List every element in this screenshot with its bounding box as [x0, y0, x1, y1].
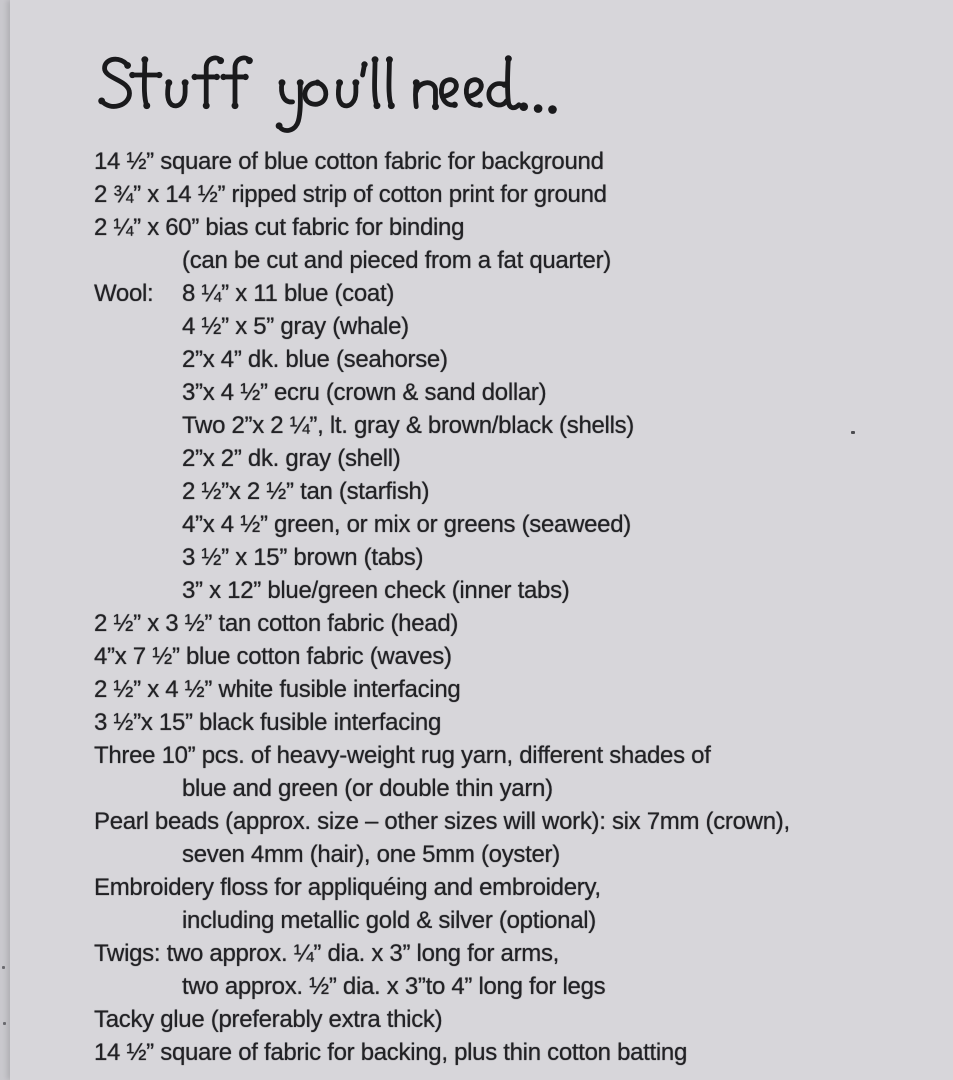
list-item	[94, 178, 947, 211]
list-item	[94, 508, 947, 541]
list-item-text: 2 ½” x 3 ½” tan cotton fabric (head)	[94, 610, 459, 637]
list-item	[94, 805, 947, 838]
list-item-text: 14 ½” square of fabric for backing, plus thin cotton batting	[94, 1039, 688, 1066]
title-block	[94, 50, 594, 154]
list-item	[94, 409, 947, 442]
list-item-text: 4 ½” x 5” gray (whale)	[182, 313, 409, 340]
list-item-text: 2 ½” x 4 ½” white fusible interfacing	[94, 676, 461, 703]
list-item	[94, 838, 947, 871]
list-item-text: 3” x 12” blue/green check (inner tabs)	[182, 577, 570, 604]
list-item	[94, 1003, 947, 1036]
list-item-text: Two 2”x 2 ¼”, lt. gray & brown/black (shells)	[182, 412, 634, 439]
list-item	[94, 244, 947, 277]
list-item-text: (can be cut and pieced from a fat quarter)	[182, 247, 611, 274]
scan-page	[10, 0, 953, 1080]
list-item	[94, 475, 947, 508]
list-item-text: 14 ½” square of blue cotton fabric for background	[94, 148, 604, 175]
list-item-text: Tacky glue (preferably extra thick)	[94, 1006, 443, 1033]
list-item	[94, 310, 947, 343]
list-item	[94, 343, 947, 376]
list-item	[94, 706, 947, 739]
list-item-text: Twigs: two approx. ¼” dia. x 3” long for arms,	[94, 940, 560, 967]
list-item-text: 3 ½” x 15” brown (tabs)	[182, 544, 424, 571]
list-item-text: Pearl beads (approx. size – other sizes will work): six 7mm (crown),	[94, 808, 790, 835]
list-item-text: 3 ½”x 15” black fusible interfacing	[94, 709, 442, 736]
list-item	[94, 277, 947, 310]
list-item-text: seven 4mm (hair), one 5mm (oyster)	[182, 841, 560, 868]
list-item	[94, 1036, 947, 1069]
list-item-text: Embroidery floss for appliquéing and embroidery,	[94, 874, 601, 901]
list-item-text: 2 ¾” x 14 ½” ripped strip of cotton print for ground	[94, 181, 607, 208]
list-item-text: 4”x 7 ½” blue cotton fabric (waves)	[94, 643, 452, 670]
list-item-text: 4”x 4 ½” green, or mix or greens (seaweed)	[182, 511, 631, 538]
list-item	[94, 574, 947, 607]
list-item-label: Wool:	[94, 280, 154, 307]
dust-speck	[3, 1022, 6, 1025]
list-item-text: 2”x 2” dk. gray (shell)	[182, 445, 401, 472]
list-item	[94, 871, 947, 904]
list-item-text: 2 ½”x 2 ½” tan (starfish)	[182, 478, 430, 505]
list-item	[94, 145, 947, 178]
list-item	[94, 970, 947, 1003]
list-item-text: two approx. ½” dia. x 3”to 4” long for legs	[182, 973, 606, 1000]
list-item-text: 2”x 4” dk. blue (seahorse)	[182, 346, 448, 373]
list-item-text: 3”x 4 ½” ecru (crown & sand dollar)	[182, 379, 547, 406]
list-item	[94, 904, 947, 937]
list-item-text: including metallic gold & silver (optional)	[182, 907, 596, 934]
list-item-text: Three 10” pcs. of heavy-weight rug yarn, different shades of	[94, 742, 711, 769]
list-item	[94, 376, 947, 409]
list-item	[94, 739, 947, 772]
list-item-text: 2 ¼” x 60” bias cut fabric for binding	[94, 214, 465, 241]
list-item	[94, 442, 947, 475]
list-item-text: 8 ¼” x 11 blue (coat)	[182, 280, 395, 307]
list-item	[94, 640, 947, 673]
supply-list	[94, 145, 947, 1069]
list-item	[94, 607, 947, 640]
list-item	[94, 772, 947, 805]
list-item	[94, 673, 947, 706]
page-title	[94, 50, 620, 146]
list-item	[94, 937, 947, 970]
list-item-text: blue and green (or double thin yarn)	[182, 775, 553, 802]
list-item	[94, 211, 947, 244]
dust-speck	[2, 966, 5, 969]
list-item	[94, 541, 947, 574]
dust-speck	[851, 431, 855, 434]
